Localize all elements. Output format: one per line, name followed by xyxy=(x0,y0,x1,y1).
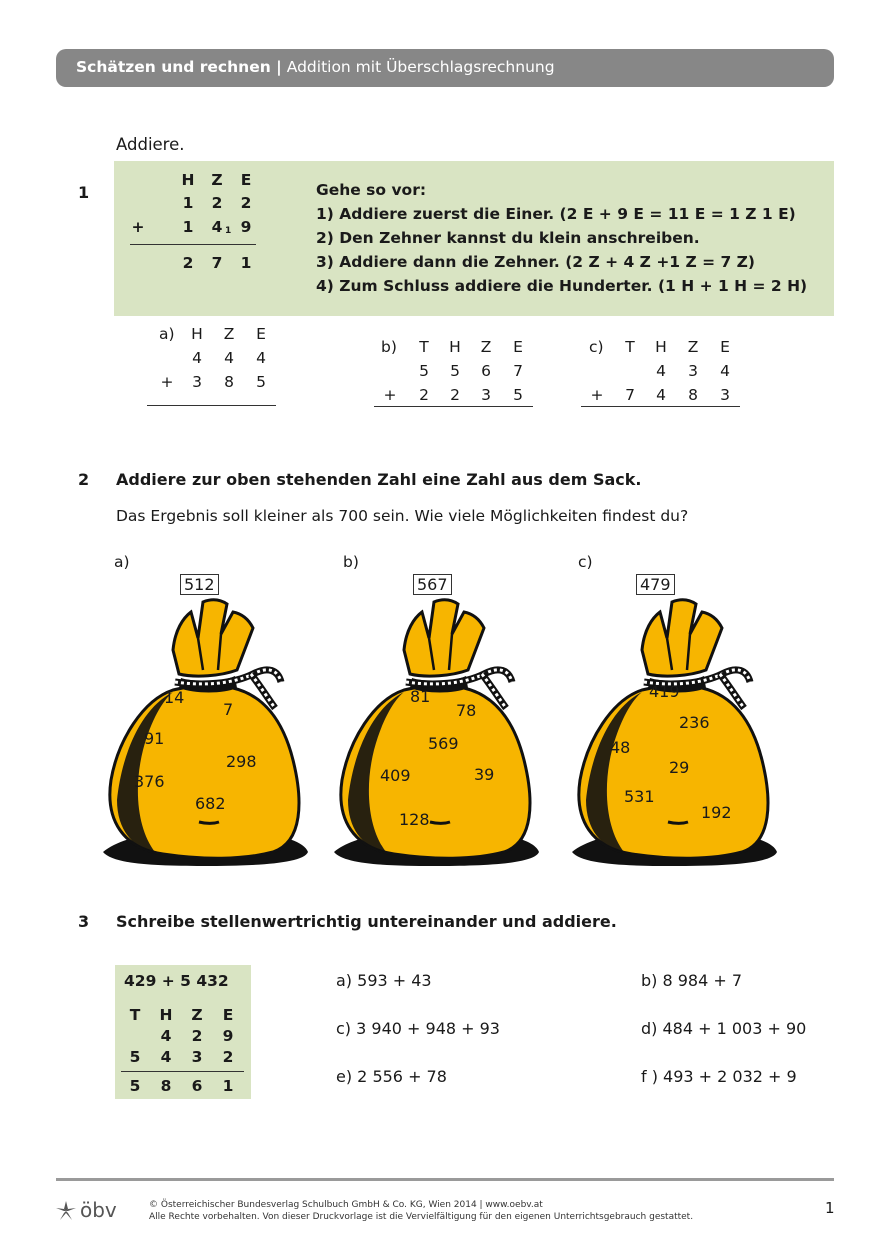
digit-cell: 3 xyxy=(688,362,698,380)
header-title-rest: Addition mit Überschlagsrechnung xyxy=(286,58,555,76)
ex-header-e: E xyxy=(240,171,252,189)
bag-number: 81 xyxy=(410,687,431,706)
bag-number: 192 xyxy=(701,803,732,822)
problem-c: c) 3 940 + 948 + 93 xyxy=(336,1019,500,1038)
step-line: Gehe so vor: xyxy=(316,181,427,199)
task1a-label: a) xyxy=(159,325,175,343)
task2-title: Addiere zur oben stehenden Zahl eine Zahl aus dem Sack. xyxy=(116,470,642,489)
bag-b-label: b) xyxy=(343,553,359,571)
ex-sum-line xyxy=(130,244,256,245)
page-header xyxy=(56,49,834,87)
bag-a-label: a) xyxy=(114,553,130,571)
publisher-logo-icon xyxy=(55,1200,77,1222)
task1b-label: b) xyxy=(381,338,397,356)
sum-line xyxy=(374,406,533,407)
bag-c-label: c) xyxy=(578,553,593,571)
bag-number: 91 xyxy=(144,729,165,748)
header-cell: Z xyxy=(480,338,492,356)
bag-b-image xyxy=(334,590,544,870)
digit-cell: 6 xyxy=(481,362,491,380)
bag-number: 569 xyxy=(428,734,459,753)
digit-cell: 4 xyxy=(224,349,234,367)
digit-cell: 3 xyxy=(481,386,491,404)
digit-cell: 3 xyxy=(720,386,730,404)
task1-example-box xyxy=(114,161,834,316)
ex3-digit: 9 xyxy=(222,1027,234,1045)
task3-example-box xyxy=(115,965,251,1099)
ex3-sum-line xyxy=(121,1071,244,1072)
bag-number: 128 xyxy=(399,810,430,829)
problem-b: b) 8 984 + 7 xyxy=(641,971,743,990)
ex-digit: 2 xyxy=(240,194,252,212)
sum-line xyxy=(147,405,276,406)
digit-cell: 7 xyxy=(625,386,635,404)
ex3-digit: 2 xyxy=(222,1048,234,1066)
digit-cell: 4 xyxy=(720,362,730,380)
ex3-result-digit: 6 xyxy=(191,1077,203,1095)
header-cell: E xyxy=(513,338,523,356)
digit-cell: 5 xyxy=(513,386,523,404)
bag-number: 376 xyxy=(134,772,165,791)
ex3-header: Z xyxy=(191,1006,203,1024)
bag-number: 78 xyxy=(456,701,477,720)
ex-header-z: Z xyxy=(211,171,223,189)
digit-cell: 5 xyxy=(450,362,460,380)
digit-cell: 4 xyxy=(192,349,202,367)
plus-sign: + xyxy=(590,386,604,404)
bag-c-target: 479 xyxy=(636,574,675,595)
digit-cell: 5 xyxy=(256,373,266,391)
ex3-digit: 3 xyxy=(191,1048,203,1066)
ex3-header: E xyxy=(222,1006,234,1024)
header-cell: H xyxy=(655,338,667,356)
footer-copyright: © Österreichischer Bundesverlag Schulbuch GmbH & Co. KG, Wien 2014 | www.oebv.at xyxy=(149,1200,543,1210)
ex3-result-digit: 8 xyxy=(160,1077,172,1095)
ex-header-h: H xyxy=(181,171,195,189)
sum-line xyxy=(581,406,740,407)
footer-rights: Alle Rechte vorbehalten. Von dieser Druckvorlage ist die Vervielfältigung für den eigenen Unterrichtsgebrauch gestattet. xyxy=(149,1212,694,1222)
problem-a: a) 593 + 43 xyxy=(336,971,432,990)
digit-cell: 3 xyxy=(192,373,202,391)
ex3-header: T xyxy=(129,1006,141,1024)
plus-sign: + xyxy=(383,386,397,404)
task1-steps xyxy=(316,178,807,298)
problem-e: e) 2 556 + 78 xyxy=(336,1067,447,1086)
bag-a-target: 512 xyxy=(180,574,219,595)
footer-divider xyxy=(56,1178,834,1181)
problem-d: d) 484 + 1 003 + 90 xyxy=(641,1019,807,1038)
bag-number: 531 xyxy=(624,787,655,806)
task2-number: 2 xyxy=(78,470,90,489)
task3-number: 3 xyxy=(78,912,90,931)
bag-number: 409 xyxy=(380,766,411,785)
ex-result-digit: 1 xyxy=(240,254,252,272)
header-cell: E xyxy=(720,338,730,356)
header-cell: Z xyxy=(223,325,235,343)
ex3-result-digit: 5 xyxy=(129,1077,141,1095)
ex3-digit: 5 xyxy=(129,1048,141,1066)
bag-a-image xyxy=(103,590,313,870)
task2-subtitle: Das Ergebnis soll kleiner als 700 sein. Wie viele Möglichkeiten findest du? xyxy=(116,507,689,525)
ex-result-digit: 2 xyxy=(182,254,194,272)
digit-cell: 4 xyxy=(256,349,266,367)
task3-title: Schreibe stellenwertrichtig untereinander und addiere. xyxy=(116,912,617,931)
bag-number: 7 xyxy=(223,700,234,719)
plus-sign: + xyxy=(160,373,174,391)
ex3-digit: 4 xyxy=(160,1048,172,1066)
ex3-title: 429 + 5 432 xyxy=(124,972,229,990)
ex-digit: 1 xyxy=(182,194,194,212)
bag-number: 29 xyxy=(669,758,690,777)
task1-number: 1 xyxy=(78,183,90,202)
bag-number: 14 xyxy=(164,688,185,707)
digit-cell: 5 xyxy=(419,362,429,380)
ex3-digit: 2 xyxy=(191,1027,203,1045)
header-cell: Z xyxy=(687,338,699,356)
digit-cell: 8 xyxy=(688,386,698,404)
ex3-digit: 4 xyxy=(160,1027,172,1045)
ex-digit: 1 xyxy=(182,218,194,236)
digit-cell: 2 xyxy=(419,386,429,404)
bag-number: 419 xyxy=(649,682,680,701)
page-number: 1 xyxy=(825,1199,835,1217)
digit-cell: 4 xyxy=(656,362,666,380)
digit-cell: 7 xyxy=(513,362,523,380)
intro-text: Addiere. xyxy=(116,135,185,154)
ex-digit: 4 xyxy=(211,218,223,236)
bag-number: 48 xyxy=(610,738,631,757)
header-cell: H xyxy=(449,338,461,356)
bag-number: 298 xyxy=(226,752,257,771)
step-line: 3) Addiere dann die Zehner. (2 Z + 4 Z +1 Z = 7 Z) xyxy=(316,253,756,271)
digit-cell: 4 xyxy=(656,386,666,404)
problem-f: f ) 493 + 2 032 + 9 xyxy=(641,1067,797,1086)
ex-carry-digit: 1 xyxy=(225,226,232,236)
header-cell: E xyxy=(256,325,266,343)
task1c-label: c) xyxy=(589,338,604,356)
ex-result-digit: 7 xyxy=(211,254,223,272)
ex3-result-digit: 1 xyxy=(222,1077,234,1095)
step-line: 1) Addiere zuerst die Einer. (2 E + 9 E = 11 E = 1 Z 1 E) xyxy=(316,205,796,223)
bag-number: 682 xyxy=(195,794,226,813)
ex-digit: 9 xyxy=(240,218,252,236)
header-cell: T xyxy=(625,338,635,356)
header-title-bold: Schätzen und rechnen | xyxy=(76,58,282,76)
bag-number: 39 xyxy=(474,765,495,784)
step-line: 2) Den Zehner kannst du klein anschreiben. xyxy=(316,229,700,247)
bag-number: 236 xyxy=(679,713,710,732)
digit-cell: 8 xyxy=(224,373,234,391)
bag-c-image xyxy=(572,590,782,870)
digit-cell: 2 xyxy=(450,386,460,404)
ex3-header: H xyxy=(159,1006,173,1024)
bag-b-target: 567 xyxy=(413,574,452,595)
step-line: 4) Zum Schluss addiere die Hunderter. (1 H + 1 H = 2 H) xyxy=(316,277,808,295)
header-cell: T xyxy=(419,338,429,356)
ex-digit: 2 xyxy=(211,194,223,212)
ex-plus-sign: + xyxy=(131,218,145,236)
header-cell: H xyxy=(191,325,203,343)
publisher-logo-text: öbv xyxy=(80,1198,117,1222)
